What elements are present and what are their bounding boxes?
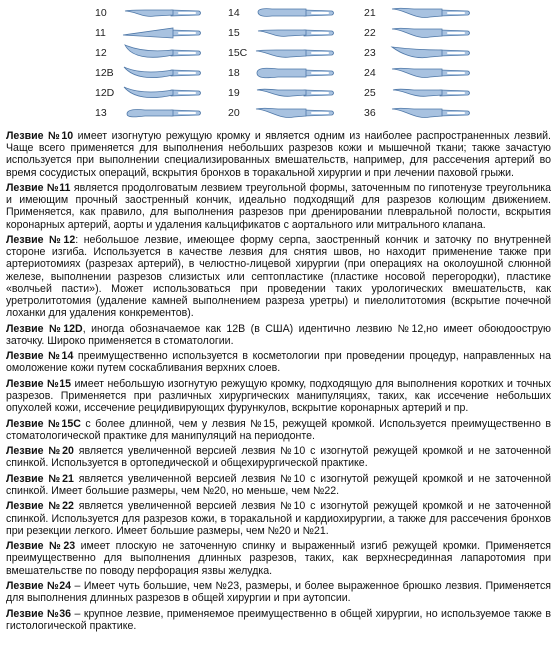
blade-item — [228, 82, 334, 104]
blade-number: 15C — [228, 47, 248, 59]
blade-description-text: имеет изогнутую режущую кромку и является одним из наиболее распространенных лезвий. Чаще всего применяется для выполнения небольших разрезов кожи и мышечной ткани; также зачастую используется при выполнении специализированных вмешательств, например, для рассечения артерий во время сосудистых операций, вскрытия бронхов в торакальной хирургии и при лечении паховой грыжи. — [6, 130, 552, 179]
blade-description-text: является продолговатым лезвием треугольной формы, заточенным по гипотенузе треугольника и имеющим прочный заостренный кончик, идеально подходящий для разрезов колющим движением. Применяется, как правило, для выполнения разрезов при дренировании плевральной полости, вскрытия коронарных артерий, аорты и удаления кальцификатов с аортального или митрального клапана. — [6, 182, 551, 231]
blade-description — [6, 540, 551, 577]
blade-edge — [125, 10, 173, 16]
blade-description — [6, 473, 551, 497]
scalpel-blade-icon — [390, 63, 470, 83]
blade-item — [364, 22, 470, 44]
blade-number: 13 — [95, 107, 107, 119]
scalpel-blade-icon — [390, 103, 470, 123]
blade-number: 20 — [228, 107, 240, 119]
blade-edge — [123, 28, 173, 38]
blade-number: 21 — [364, 7, 376, 19]
scalpel-blade-icon — [254, 23, 334, 43]
blade-edge — [392, 28, 442, 37]
blade-label: Лезвие №12D — [6, 322, 83, 335]
blade-edge — [258, 9, 306, 17]
blade-item — [364, 42, 470, 64]
blade-edge — [258, 30, 306, 36]
blade-description — [6, 378, 551, 415]
blade-label: Лезвие №23 — [6, 540, 76, 553]
scalpel-blade-icon — [121, 43, 201, 63]
blade-description — [6, 500, 551, 537]
blade-item — [364, 2, 470, 24]
blade-description — [6, 418, 551, 442]
blade-item — [95, 2, 201, 24]
blade-edge — [124, 67, 173, 78]
scalpel-blade-icon — [390, 83, 470, 103]
blade-item — [228, 62, 334, 84]
scalpel-blade-icon — [254, 83, 334, 103]
blade-number: 24 — [364, 67, 376, 79]
scalpel-blade-icon — [254, 3, 334, 23]
blade-item — [364, 62, 470, 84]
blade-description — [6, 350, 551, 374]
blade-description-text: является увеличенной версией лезвия №10 с изогнутой режущей кромкой и не заточенной спинкой. Используется в ортопедической и общехирургической практике. — [6, 445, 552, 470]
blade-number: 14 — [228, 7, 240, 19]
blade-description — [6, 182, 551, 231]
blade-label: Лезвие №14 — [6, 350, 74, 363]
blade-number: 23 — [364, 47, 376, 59]
blade-edge — [124, 87, 173, 98]
scalpel-blade-icon — [254, 103, 334, 123]
scalpel-blade-icon — [254, 43, 334, 63]
blade-label: Лезвие №21 — [6, 472, 74, 485]
blade-number: 12B — [95, 67, 114, 79]
blade-number: 36 — [364, 107, 376, 119]
scalpel-blade-icon — [390, 43, 470, 63]
blade-description-text: является увеличенной версией лезвия №10 с изогнутой режущей кромкой и не заточенной спинкой. Используется для разрезов кожи, в торакальной и кардиохирургии, а также для рассечения бронхов при резекции легкого. Имеет большие размеры, чем №20 и №21. — [6, 500, 552, 537]
blade-description-text: с более длинной, чем у лезвия №15, режущей кромкой. Используется преимущественно в стоматологической практике для манипуляций на периодонте. — [6, 417, 551, 442]
blade-description — [6, 608, 551, 632]
blade-label: Лезвие №36 — [6, 607, 72, 620]
scalpel-blade-icon — [121, 83, 201, 103]
blade-number: 12 — [95, 47, 107, 59]
blade-number: 12D — [95, 87, 115, 99]
blade-edge — [256, 50, 306, 57]
blade-edge — [392, 68, 442, 77]
blade-number: 11 — [95, 27, 106, 39]
blade-label: Лезвие №15С — [6, 417, 81, 430]
blade-item — [228, 42, 334, 64]
blade-description-text: : небольшое лезвие, имеющее форму серпа, заостренный кончик и заточку по внутренней стороне изгиба. Используется в качестве лезвия для снятия швов, но находит применение также при артериотомиях (разрезах артерий), в челюстно-лицевой хирургии (при операциях на околоушной слюнной железе, выполнении разрезов слизистых или септопластике (пластике носовой перегородки), пластике «волчьей пасти»). Может использоваться при проведении таких урологических вмешательств, как уретролитотомия (удаление камней выполнением разреза уретры) и пиелолитотомия (вскрытие почечной лоханки для удаления конкрементов). — [6, 234, 551, 320]
blade-description — [6, 445, 551, 469]
scalpel-blade-icon — [254, 63, 334, 83]
blade-edge — [392, 8, 442, 17]
blade-description — [6, 323, 551, 347]
blade-item — [95, 62, 201, 84]
blade-number: 22 — [364, 27, 376, 39]
blade-number: 18 — [228, 67, 240, 79]
blade-number: 19 — [228, 87, 240, 99]
blade-label: Лезвие №12 — [6, 234, 76, 246]
blade-edge — [393, 89, 442, 96]
blade-item — [364, 102, 470, 124]
blade-edge — [392, 47, 442, 58]
blade-description — [6, 580, 551, 604]
blade-edge — [257, 68, 306, 78]
scalpel-blade-icon — [390, 3, 470, 23]
blade-item — [95, 22, 201, 44]
blade-item — [228, 22, 334, 44]
blade-label: Лезвие №15 — [6, 377, 72, 390]
scalpel-blade-icon — [121, 23, 201, 43]
scalpel-blades-figure — [0, 0, 555, 128]
blade-item — [364, 82, 470, 104]
blade-item — [95, 102, 201, 124]
blade-label: Лезвие №20 — [6, 445, 74, 458]
blade-description-text: преимущественно используется в косметологии при проведении процедур, направленных на омоложение кожи путем соскабливания верхних слоев. — [6, 350, 552, 375]
blade-description-text: – крупное лезвие, применяемое преимущественно в общей хирургии, но используемое также в гистологической практике. — [6, 607, 551, 632]
blade-item — [95, 82, 201, 104]
blade-edge — [127, 109, 173, 116]
blade-item — [228, 102, 334, 124]
blade-description-text: имеет небольшую изогнутую режущую кромку, подходящую для выполнения коротких и точных разрезов. Применяется при различных хирургических манипуляциях, таких, как иссечение небольших опухолей кожи, иссечение рецидивирующих фурункулов, вскрытие коронарных артерий и пр. — [6, 377, 551, 415]
scalpel-blade-icon — [121, 103, 201, 123]
blade-description — [6, 234, 551, 319]
blade-edge — [125, 45, 173, 57]
blade-number: 15 — [228, 27, 240, 39]
blade-description-text: , иногда обозначаемое как 12В (в США) идентично лезвию №12,но имеет обоюдоострую заточку. Широко применяется в стоматологии. — [6, 322, 551, 347]
blade-number: 10 — [95, 7, 107, 19]
blade-descriptions — [6, 130, 551, 635]
blade-description-text: является увеличенной версией лезвия №10 с изогнутой режущей кромкой и не заточенной спинкой. Имеет большие размеры, чем №20, но меньше, чем №22. — [6, 472, 552, 497]
scalpel-blade-icon — [390, 23, 470, 43]
blade-label: Лезвие №24 — [6, 579, 72, 592]
scalpel-blade-icon — [121, 3, 201, 23]
blade-label: Лезвие №10 — [6, 130, 74, 142]
blade-item — [228, 2, 334, 24]
blade-edge — [257, 89, 306, 96]
blade-description-text: имеет плоскую не заточенную спинку и выраженный изгиб режущей кромки. Применяется преимущественно для выполнения длинных разрезов, таких, как верхнесрединная лапаротомия при вмешательстве по поводу перфорация язвы желудка. — [6, 540, 551, 577]
scalpel-blade-icon — [121, 63, 201, 83]
blade-number: 25 — [364, 87, 376, 99]
blade-edge — [256, 108, 306, 117]
blade-label: Лезвие №11 — [6, 182, 71, 194]
blade-label: Лезвие №22 — [6, 500, 74, 513]
blade-item — [95, 42, 201, 64]
blade-description — [6, 130, 551, 179]
blade-description-text: – Имеет чуть большие, чем №23, размеры, и более выраженное брюшко лезвия. Применяется для выполнения длинных разрезов в общей хирургии и при аутопсии. — [6, 579, 551, 605]
blade-edge — [392, 108, 442, 117]
